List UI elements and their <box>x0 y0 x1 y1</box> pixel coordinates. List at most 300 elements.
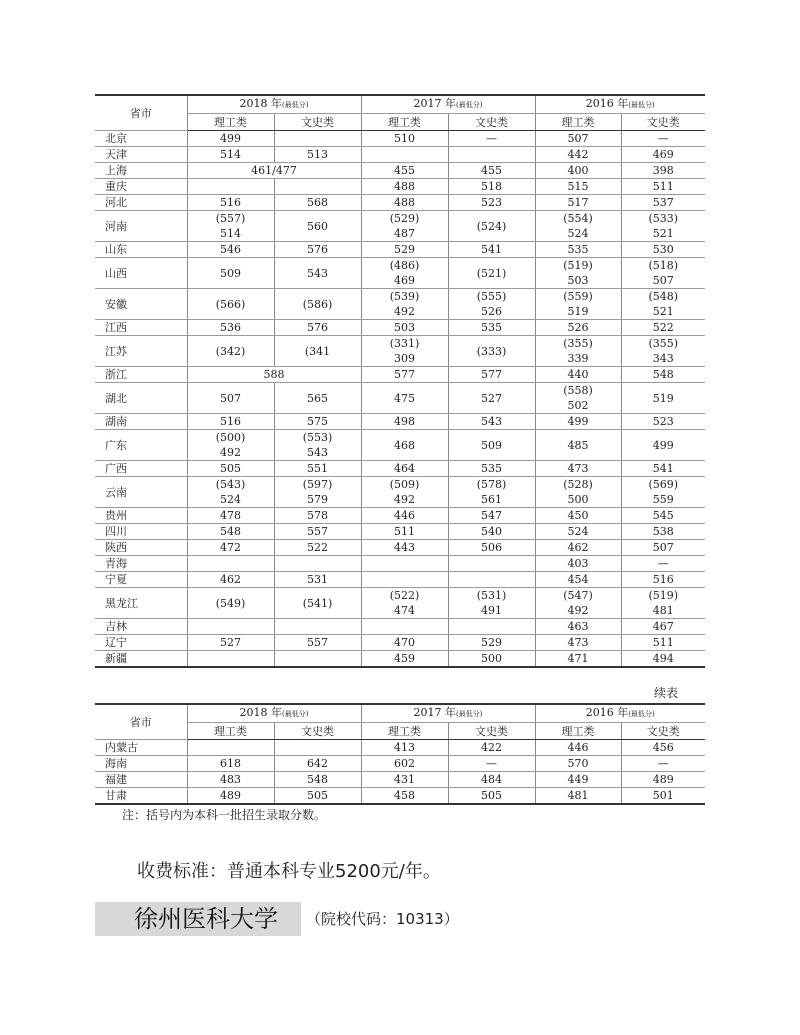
province-cell: 福建 <box>95 772 187 788</box>
science-category-header: 理工类 <box>535 723 621 740</box>
score-line: 524 <box>220 493 241 506</box>
school-name: 徐州医科大学 <box>134 905 278 933</box>
score-cell <box>621 211 705 242</box>
score-cell: 551 <box>274 461 361 477</box>
table-footnote: 注：括号内为本科一批招生录取分数。 <box>122 808 327 822</box>
score-line: (557) <box>215 212 246 225</box>
province-cell: 陕西 <box>95 540 187 556</box>
score-cell: 545 <box>621 508 705 524</box>
score-cell: 529 <box>448 635 535 651</box>
table-row <box>95 740 705 756</box>
score-cell <box>448 477 535 508</box>
score-cell <box>361 147 448 163</box>
science-category-header: 理工类 <box>535 114 621 131</box>
province-cell: 广西 <box>95 461 187 477</box>
score-cell: 541 <box>448 242 535 258</box>
score-cell: 446 <box>361 508 448 524</box>
score-cell: 455 <box>448 163 535 179</box>
tuition-fee-text: 收费标准：普通本科专业5200元/年。 <box>137 861 441 882</box>
province-cell: 湖北 <box>95 383 187 414</box>
year-label: 2016 年 <box>585 97 629 110</box>
score-cell: 531 <box>274 572 361 588</box>
score-line: (518) <box>648 259 679 272</box>
score-line: (539) <box>389 290 420 303</box>
score-cell: 489 <box>187 788 274 805</box>
score-cell: 506 <box>448 540 535 556</box>
score-cell: 575 <box>274 414 361 430</box>
table-row <box>95 477 705 508</box>
score-line: 514 <box>220 227 241 240</box>
table-row <box>95 756 705 772</box>
header-row-years <box>95 704 705 723</box>
year-note: (最低分) <box>282 710 309 718</box>
score-cell: 576 <box>274 320 361 336</box>
arts-category-header: 文史类 <box>274 723 361 740</box>
year-note: (最低分) <box>628 101 655 109</box>
province-cell: 天津 <box>95 147 187 163</box>
score-cell: 464 <box>361 461 448 477</box>
score-cell: (549) <box>187 588 274 619</box>
continued-score-table <box>95 703 705 805</box>
province-cell: 重庆 <box>95 179 187 195</box>
score-cell: 473 <box>535 461 621 477</box>
score-cell: 462 <box>535 540 621 556</box>
score-cell: 413 <box>361 740 448 756</box>
score-cell: (586) <box>274 289 361 320</box>
year-header <box>187 704 361 723</box>
score-line: (519) <box>648 589 679 602</box>
score-cell <box>535 211 621 242</box>
score-cell: 560 <box>274 211 361 242</box>
score-cell: 576 <box>274 242 361 258</box>
score-line: (578) <box>476 478 507 491</box>
table-row <box>95 383 705 414</box>
score-line: 559 <box>652 493 674 506</box>
score-cell: 541 <box>621 461 705 477</box>
admission-score-table <box>95 94 705 668</box>
province-cell: 贵州 <box>95 508 187 524</box>
score-cell: 505 <box>187 461 274 477</box>
score-cell: 516 <box>187 414 274 430</box>
score-cell: 489 <box>621 772 705 788</box>
score-cell: 548 <box>187 524 274 540</box>
score-cell: 475 <box>361 383 448 414</box>
score-cell: 522 <box>621 320 705 336</box>
score-cell: — <box>448 131 535 147</box>
province-cell: 新疆 <box>95 651 187 668</box>
score-cell: 527 <box>448 383 535 414</box>
score-cell: 471 <box>535 651 621 668</box>
score-cell <box>535 588 621 619</box>
table-row <box>95 147 705 163</box>
score-cell: 422 <box>448 740 535 756</box>
score-cell: 498 <box>361 414 448 430</box>
province-cell: 浙江 <box>95 367 187 383</box>
score-cell: 548 <box>274 772 361 788</box>
score-line: (355) <box>648 337 679 350</box>
score-cell: 519 <box>621 383 705 414</box>
score-line: (486) <box>389 259 420 272</box>
province-cell: 云南 <box>95 477 187 508</box>
score-line: (531) <box>476 589 507 602</box>
table-row <box>95 367 705 383</box>
province-cell: 宁夏 <box>95 572 187 588</box>
score-cell: 570 <box>535 756 621 772</box>
score-cell: 527 <box>187 635 274 651</box>
score-cell: 557 <box>274 524 361 540</box>
score-cell <box>621 588 705 619</box>
score-cell <box>274 179 361 195</box>
score-line: (500) <box>215 431 246 444</box>
score-cell: — <box>621 131 705 147</box>
score-cell: 517 <box>535 195 621 211</box>
score-cell: 431 <box>361 772 448 788</box>
score-cell: (541) <box>274 588 361 619</box>
score-cell: 484 <box>448 772 535 788</box>
score-line: (569) <box>648 478 679 491</box>
score-cell: 455 <box>361 163 448 179</box>
table-row <box>95 540 705 556</box>
score-cell: 494 <box>621 651 705 668</box>
score-line: (597) <box>302 478 333 491</box>
score-cell: 511 <box>621 179 705 195</box>
header-row-categories <box>95 114 705 131</box>
table-row <box>95 336 705 367</box>
score-cell: 618 <box>187 756 274 772</box>
score-cell: 523 <box>448 195 535 211</box>
score-cell: 478 <box>187 508 274 524</box>
score-cell: 535 <box>535 242 621 258</box>
score-line: 339 <box>567 352 589 365</box>
score-line: (555) <box>476 290 507 303</box>
score-cell <box>274 430 361 461</box>
score-cell <box>274 131 361 147</box>
score-line: 474 <box>394 604 415 617</box>
score-cell: 514 <box>187 147 274 163</box>
score-cell: — <box>448 756 535 772</box>
score-cell <box>448 619 535 635</box>
score-line: (548) <box>648 290 679 303</box>
score-line: 524 <box>567 227 589 240</box>
table-row <box>95 289 705 320</box>
score-cell: 526 <box>535 320 621 336</box>
science-category-header: 理工类 <box>361 723 448 740</box>
score-cell: 469 <box>621 147 705 163</box>
score-cell: 449 <box>535 772 621 788</box>
score-cell: 577 <box>448 367 535 383</box>
table-row <box>95 179 705 195</box>
province-cell: 广东 <box>95 430 187 461</box>
year-label: 2018 年 <box>239 706 283 719</box>
score-line: 561 <box>481 493 502 506</box>
score-line: (519) <box>563 259 593 272</box>
arts-category-header: 文史类 <box>448 114 535 131</box>
table-row <box>95 556 705 572</box>
header-row-categories <box>95 723 705 740</box>
table-row <box>95 211 705 242</box>
score-cell: 500 <box>448 651 535 668</box>
score-cell: 540 <box>448 524 535 540</box>
score-line: 492 <box>220 446 241 459</box>
province-cell: 吉林 <box>95 619 187 635</box>
arts-category-header: 文史类 <box>621 114 705 131</box>
science-category-header: 理工类 <box>361 114 448 131</box>
province-cell: 北京 <box>95 131 187 147</box>
province-cell: 山西 <box>95 258 187 289</box>
score-line: 500 <box>567 493 589 506</box>
province-cell: 河南 <box>95 211 187 242</box>
score-cell: 463 <box>535 619 621 635</box>
score-cell <box>187 477 274 508</box>
score-cell <box>361 572 448 588</box>
score-line: 309 <box>394 352 415 365</box>
province-cell: 青海 <box>95 556 187 572</box>
score-line: (522) <box>389 589 420 602</box>
province-cell: 甘肃 <box>95 788 187 805</box>
province-header: 省市 <box>95 704 187 740</box>
score-cell <box>448 556 535 572</box>
score-cell: 509 <box>187 258 274 289</box>
score-line: (355) <box>563 337 593 350</box>
school-code: （院校代码：10313） <box>306 910 459 928</box>
score-cell <box>621 258 705 289</box>
score-cell: 403 <box>535 556 621 572</box>
score-cell <box>535 258 621 289</box>
score-cell <box>361 588 448 619</box>
continued-table-label: 续表 <box>654 686 679 700</box>
score-cell: 529 <box>361 242 448 258</box>
score-cell-merged: 588 <box>187 367 361 383</box>
province-cell: 辽宁 <box>95 635 187 651</box>
score-line: (547) <box>563 589 593 602</box>
year-note: (最低分) <box>456 710 483 718</box>
table-row <box>95 788 705 805</box>
header-row-years <box>95 95 705 114</box>
score-cell: 543 <box>274 258 361 289</box>
score-cell: 488 <box>361 195 448 211</box>
score-cell: 536 <box>187 320 274 336</box>
score-cell: 503 <box>361 320 448 336</box>
score-cell: 577 <box>361 367 448 383</box>
score-cell <box>187 179 274 195</box>
score-cell <box>187 211 274 242</box>
year-note: (最低分) <box>282 101 309 109</box>
score-cell: 488 <box>361 179 448 195</box>
score-line: 492 <box>394 493 415 506</box>
score-cell <box>187 430 274 461</box>
year-header <box>361 704 535 723</box>
score-cell: 538 <box>621 524 705 540</box>
score-cell: 522 <box>274 540 361 556</box>
score-line: (553) <box>302 431 333 444</box>
score-line: 521 <box>652 227 674 240</box>
score-cell <box>274 619 361 635</box>
score-cell: 530 <box>621 242 705 258</box>
score-cell <box>361 258 448 289</box>
table-row <box>95 588 705 619</box>
score-cell: 507 <box>187 383 274 414</box>
score-cell: 473 <box>535 635 621 651</box>
score-cell <box>361 211 448 242</box>
score-cell: 524 <box>535 524 621 540</box>
science-category-header: 理工类 <box>187 723 274 740</box>
table-row <box>95 461 705 477</box>
year-header <box>535 95 705 114</box>
year-header <box>187 95 361 114</box>
score-cell: 442 <box>535 147 621 163</box>
score-line: (331) <box>389 337 420 350</box>
score-cell: 516 <box>621 572 705 588</box>
score-line: (533) <box>648 212 679 225</box>
score-cell: 505 <box>448 788 535 805</box>
score-cell: 446 <box>535 740 621 756</box>
score-cell: (524) <box>448 211 535 242</box>
score-line: (529) <box>389 212 420 225</box>
score-line: 579 <box>307 493 328 506</box>
province-cell: 黑龙江 <box>95 588 187 619</box>
year-note: (最低分) <box>628 710 655 718</box>
score-cell: 547 <box>448 508 535 524</box>
score-cell: 459 <box>361 651 448 668</box>
score-cell: 440 <box>535 367 621 383</box>
year-header <box>535 704 705 723</box>
score-line: (558) <box>563 384 593 397</box>
score-line: 502 <box>567 399 589 412</box>
score-cell: 481 <box>535 788 621 805</box>
score-cell: 511 <box>621 635 705 651</box>
score-cell: 543 <box>448 414 535 430</box>
table-row <box>95 195 705 211</box>
province-cell: 山东 <box>95 242 187 258</box>
score-cell <box>187 651 274 668</box>
score-cell: 516 <box>187 195 274 211</box>
province-cell: 四川 <box>95 524 187 540</box>
score-cell <box>361 336 448 367</box>
table-row <box>95 242 705 258</box>
score-cell: 467 <box>621 619 705 635</box>
score-cell <box>448 588 535 619</box>
table-row <box>95 320 705 336</box>
score-cell: 535 <box>448 320 535 336</box>
score-cell: (566) <box>187 289 274 320</box>
province-cell: 湖南 <box>95 414 187 430</box>
score-cell: 472 <box>187 540 274 556</box>
year-label: 2017 年 <box>413 706 457 719</box>
score-cell: 499 <box>187 131 274 147</box>
score-cell <box>535 336 621 367</box>
score-cell <box>187 619 274 635</box>
score-cell <box>448 289 535 320</box>
score-cell: (521) <box>448 258 535 289</box>
score-line: (509) <box>389 478 420 491</box>
score-cell <box>535 383 621 414</box>
score-line: 492 <box>567 604 589 617</box>
score-cell: 537 <box>621 195 705 211</box>
score-cell <box>361 556 448 572</box>
score-cell: 485 <box>535 430 621 461</box>
province-cell: 上海 <box>95 163 187 179</box>
score-line: 487 <box>394 227 415 240</box>
score-cell: 523 <box>621 414 705 430</box>
score-cell <box>621 289 705 320</box>
score-line: (559) <box>563 290 593 303</box>
score-cell: 443 <box>361 540 448 556</box>
score-cell <box>535 477 621 508</box>
score-cell <box>448 147 535 163</box>
province-cell: 安徽 <box>95 289 187 320</box>
score-line: 481 <box>652 604 674 617</box>
province-cell: 江苏 <box>95 336 187 367</box>
score-cell: 509 <box>448 430 535 461</box>
score-cell: — <box>621 556 705 572</box>
score-cell-merged: 461/477 <box>187 163 361 179</box>
year-label: 2016 年 <box>585 706 629 719</box>
year-label: 2018 年 <box>239 97 283 110</box>
score-cell: 505 <box>274 788 361 805</box>
score-cell: 565 <box>274 383 361 414</box>
table-row <box>95 572 705 588</box>
score-cell: 602 <box>361 756 448 772</box>
score-cell: 458 <box>361 788 448 805</box>
score-cell: 546 <box>187 242 274 258</box>
table-row <box>95 619 705 635</box>
province-cell: 海南 <box>95 756 187 772</box>
score-cell: 454 <box>535 572 621 588</box>
score-cell: 642 <box>274 756 361 772</box>
score-line: 507 <box>652 274 674 287</box>
year-label: 2017 年 <box>413 97 457 110</box>
arts-category-header: 文史类 <box>274 114 361 131</box>
score-cell: 499 <box>621 430 705 461</box>
score-cell: (333) <box>448 336 535 367</box>
score-cell: 507 <box>535 131 621 147</box>
table-row <box>95 258 705 289</box>
score-line: (554) <box>563 212 593 225</box>
table-row <box>95 414 705 430</box>
table-row <box>95 430 705 461</box>
province-cell: 河北 <box>95 195 187 211</box>
year-note: (最低分) <box>456 101 483 109</box>
score-cell: 450 <box>535 508 621 524</box>
score-line: 492 <box>394 305 415 318</box>
score-line: (528) <box>563 478 593 491</box>
table-row <box>95 131 705 147</box>
score-cell <box>274 556 361 572</box>
score-cell: (341 <box>274 336 361 367</box>
arts-category-header: 文史类 <box>621 723 705 740</box>
table-row <box>95 635 705 651</box>
table-row <box>95 651 705 668</box>
score-cell: 557 <box>274 635 361 651</box>
score-line: 343 <box>652 352 674 365</box>
score-cell: 468 <box>361 430 448 461</box>
score-cell: 518 <box>448 179 535 195</box>
score-cell: 515 <box>535 179 621 195</box>
score-cell: (342) <box>187 336 274 367</box>
score-line: 491 <box>481 604 502 617</box>
score-cell: 470 <box>361 635 448 651</box>
score-cell: 400 <box>535 163 621 179</box>
score-line: 543 <box>307 446 328 459</box>
arts-category-header: 文史类 <box>448 723 535 740</box>
science-category-header: 理工类 <box>187 114 274 131</box>
score-line: 521 <box>652 305 674 318</box>
table-row <box>95 524 705 540</box>
score-cell <box>621 477 705 508</box>
score-cell: 507 <box>621 540 705 556</box>
score-cell <box>274 651 361 668</box>
score-cell: 501 <box>621 788 705 805</box>
